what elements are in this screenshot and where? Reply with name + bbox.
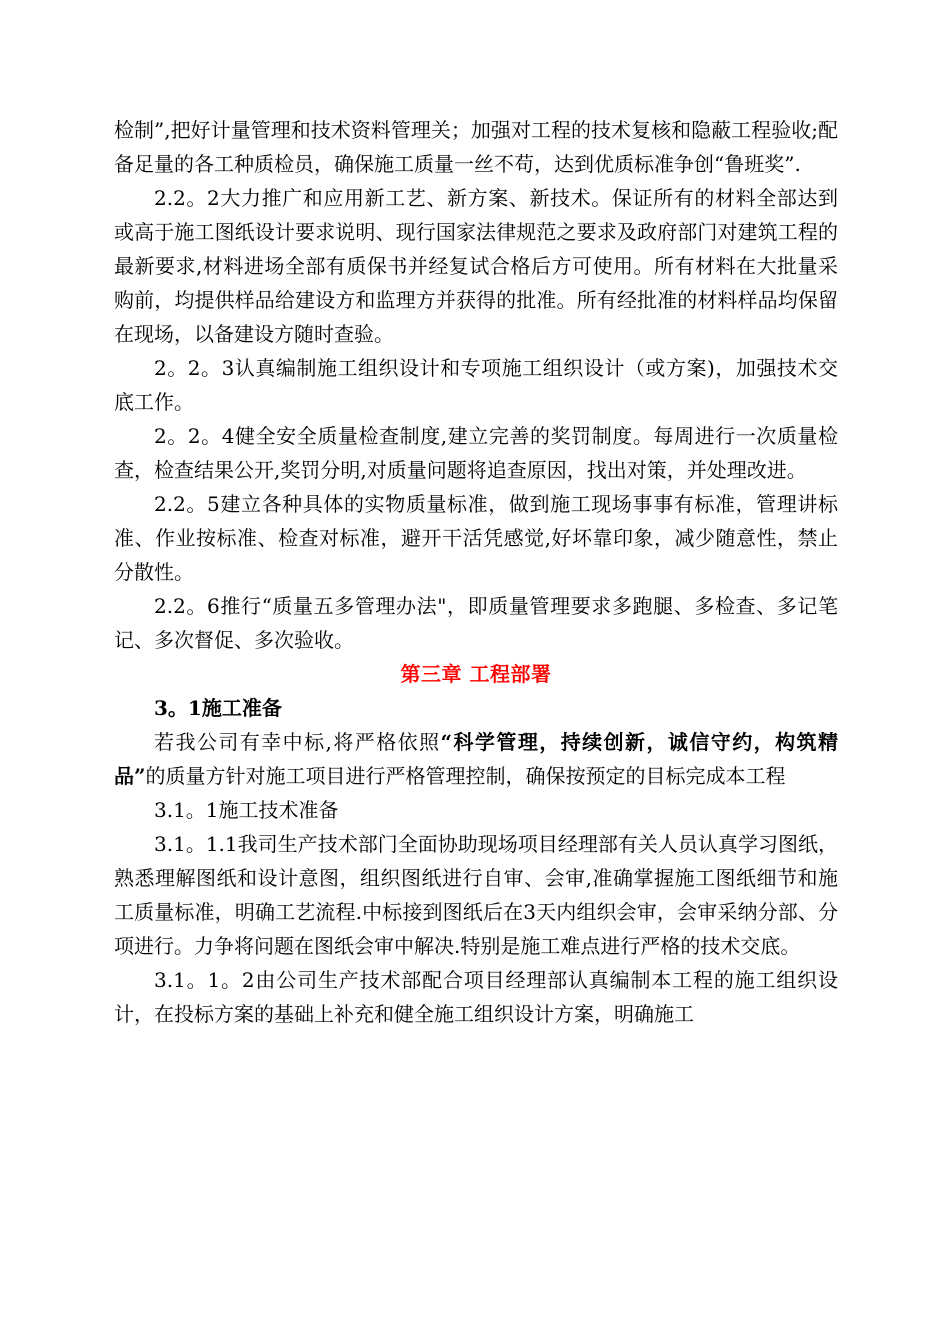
paragraph-2-2-4: 2。2。4健全安全质量检查制度,建立完善的奖罚制度。每周进行一次质量检查，检查结果公开,奖罚分明,对质量问题将追查原因，找出对策，并处理改进。 <box>114 424 838 482</box>
policy-outro-text: 的质量方针对施工项目进行严格管理控制，确保按预定的目标完成本工程 <box>145 764 786 788</box>
paragraph-3-1-1-1: 3.1。1.1我司生产技术部门全面协助现场项目经理部有关人员认真学习图纸，熟悉理解图纸和设计意图，组织图纸进行自审、会审,准确掌握施工图纸细节和施工质量标准，明确工艺流程.中标接到图纸后在3天内组织会审，会审采纳分部、分项进行。力争将问题在图纸会审中解决.特别是施工难点进行严格的技术交底。 <box>114 832 838 958</box>
paragraph-2-2-5: 2.2。5建立各种具体的实物质量标准，做到施工现场事事有标准，管理讲标准、作业按标准、检查对标准，避开干活凭感觉,好坏靠印象，减少随意性，禁止分散性。 <box>114 492 838 584</box>
section-heading: 3。1施工准备 <box>154 696 282 720</box>
document-page <box>114 113 838 1031</box>
subsection-heading-3-1-1: 3.1。1施工技术准备 <box>154 798 339 822</box>
paragraph-quality-control: 检制”,把好计量管理和技术资料管理关；加强对工程的技术复核和隐蔽工程验收;配备足量的各工种质检员，确保施工质量一丝不苟，达到优质标准争创“鲁班奖”. <box>114 118 838 176</box>
paragraph-quality-policy <box>114 725 838 793</box>
chapter-heading: 第三章 工程部署 <box>400 662 552 686</box>
paragraph-2-2-3: 2。2。3认真编制施工组织设计和专项施工组织设计（或方案)，加强技术交底工作。 <box>114 356 838 414</box>
policy-intro-text: 若我公司有幸中标,将严格依照 <box>154 730 441 754</box>
quality-motto: “科学管理，持续创新，诚信守约，构筑精品” <box>114 730 838 788</box>
paragraph-2-2-6: 2.2。6推行“质量五多管理办法"，即质量管理要求多跑腿、多检查、多记笔记、多次督促、多次验收。 <box>114 594 838 652</box>
paragraph-2-2-2: 2.2。2大力推广和应用新工艺、新方案、新技术。保证所有的材料全部达到或高于施工图纸设计要求说明、现行国家法律规范之要求及政府部门对建筑工程的最新要求,材料进场全部有质保书并经复试合格后方可使用。所有材料在大批量采购前，均提供样品给建设方和监理方并获得的批准。所有经批准的材料样品均保留在现场，以备建设方随时查验。 <box>114 186 838 346</box>
paragraph-3-1-1-2: 3.1。1。2由公司生产技术部配合项目经理部认真编制本工程的施工组织设计，在投标方案的基础上补充和健全施工组织设计方案，明确施工 <box>114 968 838 1026</box>
